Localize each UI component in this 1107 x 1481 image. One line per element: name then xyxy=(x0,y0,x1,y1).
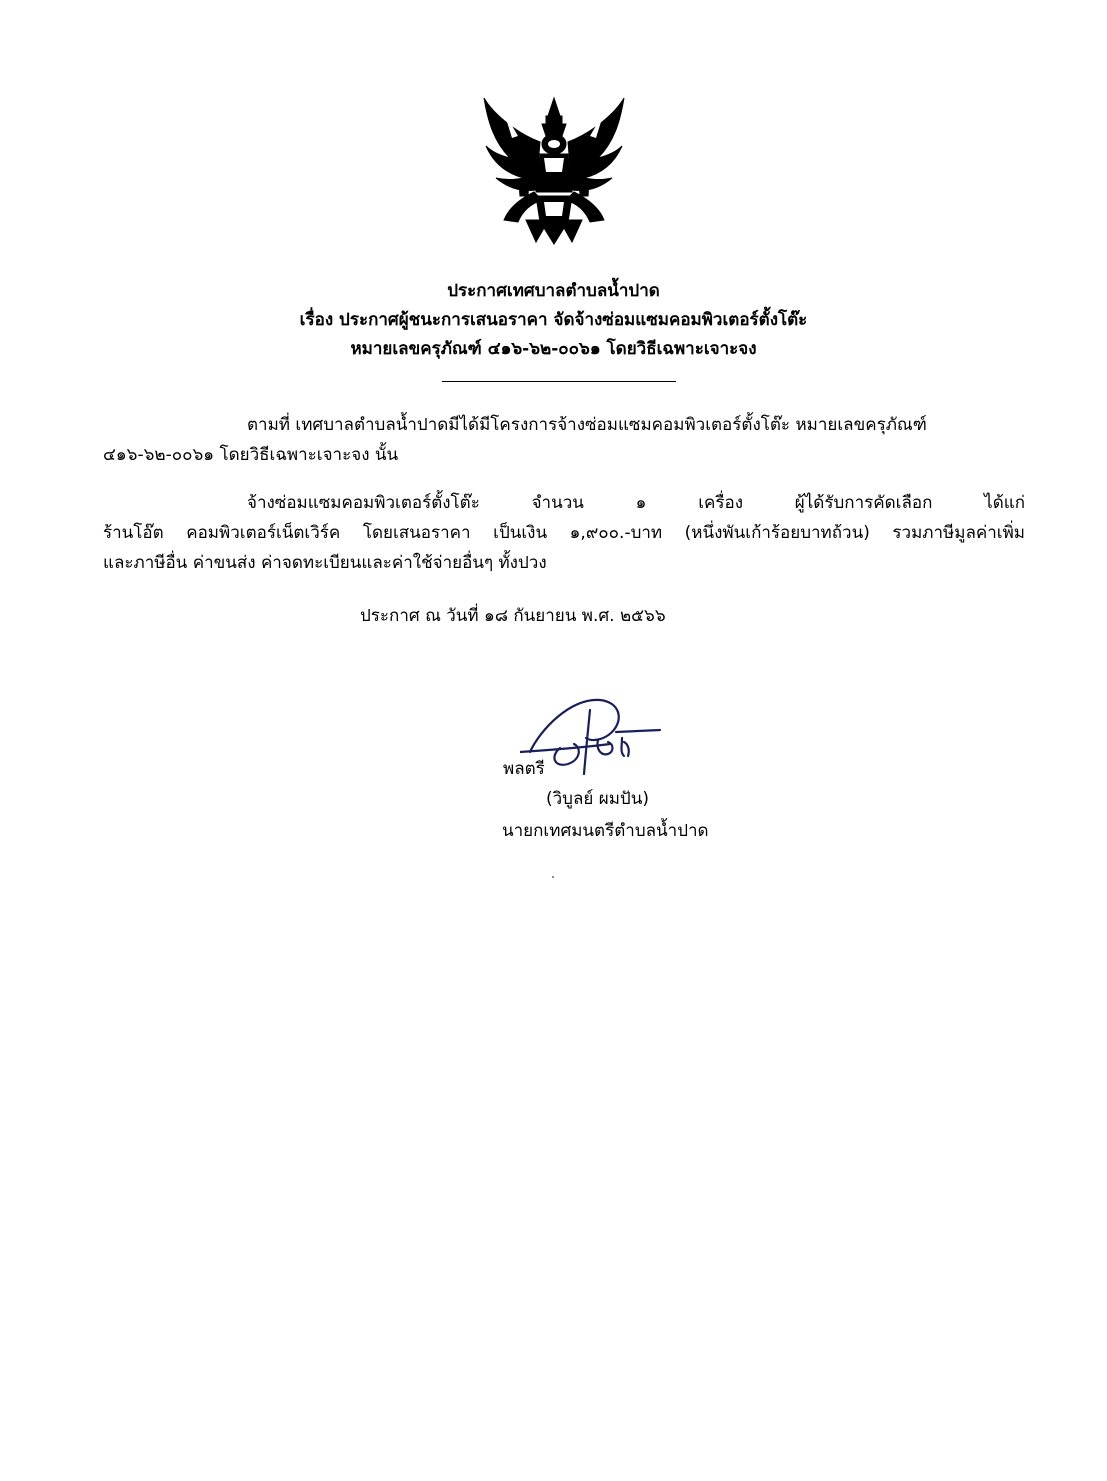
announcement-date: ประกาศ ณ วันที่ ๑๘ กันยายน พ.ศ. ๒๕๖๖ xyxy=(360,606,666,626)
header-divider xyxy=(442,381,676,382)
signatory-name: (วิบูลย์ ผมปัน) xyxy=(546,789,649,809)
paragraph-1-line-2: ๔๑๖-๖๒-๐๐๖๑ โดยวิธีเฉพาะเจาะจง นั้น xyxy=(103,445,399,465)
announcement-title: ประกาศเทศบาลตำบลน้ำปาด xyxy=(447,281,660,301)
announcement-subject: เรื่อง ประกาศผู้ชนะการเสนอราคา จัดจ้างซ่อมแซมคอมพิวเตอร์ตั้งโต๊ะ xyxy=(299,310,808,330)
signatory-title: นายกเทศมนตรีตำบลน้ำปาด xyxy=(502,821,709,841)
paragraph-1-line-1: ตามที่ เทศบาลตำบลน้ำปาดมีได้มีโครงการจ้างซ่อมแซมคอมพิวเตอร์ตั้งโต๊ะ หมายเลขครุภัณฑ์ xyxy=(247,415,927,435)
announcement-subject-cont: หมายเลขครุภัณฑ์ ๔๑๖-๖๒-๐๐๖๑ โดยวิธีเฉพาะเจาะจง xyxy=(350,339,757,359)
paragraph-2-line-2: ร้านโอ๊ต คอมพิวเตอร์เน็ตเวิร์ค โดยเสนอราคา เป็นเงิน ๑,๙๐๐.-บาท (หนึ่งพันเก้าร้อยบาทถ้วน) รวมภาษีมูลค่าเพิ่ม xyxy=(103,523,1025,543)
stray-mark xyxy=(552,876,554,878)
signatory-rank: พลตรี xyxy=(503,759,545,779)
paragraph-1 xyxy=(103,410,1025,470)
paragraph-2 xyxy=(103,488,1025,578)
paragraph-2-line-1: จ้างซ่อมแซมคอมพิวเตอร์ตั้งโต๊ะ จำนวน ๑ เครื่อง ผู้ได้รับการคัดเลือก ได้แก่ xyxy=(247,493,1025,513)
paragraph-2-line-3: และภาษีอื่น ค่าขนส่ง ค่าจดทะเบียนและค่าใช้จ่ายอื่นๆ ทั้งปวง xyxy=(103,553,547,573)
garuda-emblem-icon xyxy=(474,92,634,248)
document-header xyxy=(0,277,1107,364)
